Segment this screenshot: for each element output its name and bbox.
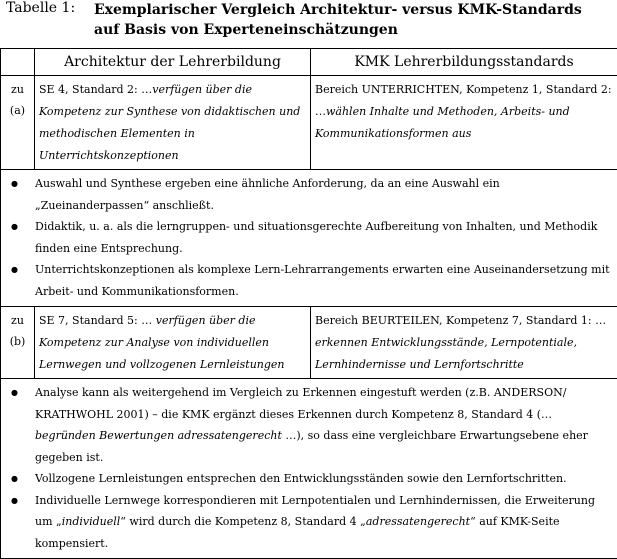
bullet-text: “ wird durch die Kompetenz 8, Standard 4 „ bbox=[120, 515, 366, 528]
architektur-text: verfügen über die Kompetenz zur Analyse von individuellen Lernwegen und vollzogenen Lernleistungen bbox=[39, 314, 285, 371]
expert-notes bbox=[1, 170, 617, 307]
comparison-table bbox=[0, 48, 617, 559]
header-empty bbox=[1, 49, 35, 76]
bullet-item bbox=[9, 490, 611, 555]
header-kmk: KMK Lehrerbildungsstandards bbox=[311, 49, 617, 76]
row-reference bbox=[1, 307, 35, 379]
bullet-italic: begründen Bewertungen adressatengerecht bbox=[35, 429, 282, 442]
header-architektur: Architektur der Lehrerbildung bbox=[35, 49, 311, 76]
bullet-italic: individuell bbox=[62, 515, 121, 528]
bullet-italic: adressatengerecht bbox=[366, 515, 470, 528]
bullet-text: Individuelle Lernwege korrespondieren mit Lernpotentialen und Lernhindernissen, die Erweiterung um „ bbox=[35, 494, 595, 529]
kmk-cell bbox=[311, 307, 617, 379]
architektur-standard: SE 7, Standard 5: … bbox=[39, 314, 156, 327]
bullet-item: ● Didaktik, u. a. als die lerngruppen- und situationsgerechte Aufbereitung von Inhalten, und Methodik finden eine Entsprechung. bbox=[9, 216, 611, 259]
expert-notes bbox=[1, 379, 617, 559]
bullet-item: ● Vollzogene Lernleistungen entsprechen den Entwicklungsständen sowie den Lernfortschritten. bbox=[9, 468, 611, 490]
bullet-text: Analyse kann als weitergehend im Vergleich zu Erkennen eingestuft werden (z.B. ANDERSON/ KRATHWOHL 2001) – die KMK ergänzt dieses Erkennen durch Kompetenz 8, Standard 4 (… bbox=[35, 386, 566, 421]
zu-text: zu bbox=[1, 79, 34, 100]
row-reference bbox=[1, 76, 35, 170]
kmk-standard: Bereich UNTERRICHTEN, Kompetenz 1, Standard 2: … bbox=[315, 83, 612, 118]
kmk-text: erkennen Entwicklungsstände, Lernpotentiale, Lernhindernisse und Lernfortschritte bbox=[315, 336, 577, 371]
caption-label: Tabelle 1: bbox=[6, 0, 75, 16]
table-header-row bbox=[1, 49, 617, 76]
architektur-standard: SE 4, Standard 2: … bbox=[39, 83, 152, 96]
kmk-standard: Bereich BEURTEILEN, Kompetenz 7, Standard 1: … bbox=[315, 314, 606, 327]
bullet-item: ● Unterrichtskonzeptionen als komplexe Lern-Lehrarrangements erwarten eine Auseinandersetzung mit Arbeit- und Kommunikationsformen. bbox=[9, 259, 611, 302]
architektur-text: verfügen über die Kompetenz zur Synthese von didaktischen und methodischen Elementen in Unterrichtskonzeptionen bbox=[39, 83, 300, 162]
caption-title: Exemplarischer Vergleich Architektur- versus KMK-Standards auf Basis von Experteneinschätzungen bbox=[94, 0, 609, 40]
ref-letter: (a) bbox=[1, 100, 34, 121]
table-row bbox=[1, 307, 617, 379]
architektur-cell bbox=[35, 307, 311, 379]
table-row bbox=[1, 76, 617, 170]
kmk-cell bbox=[311, 76, 617, 170]
table-row bbox=[1, 170, 617, 307]
architektur-cell bbox=[35, 76, 311, 170]
ref-letter: (b) bbox=[1, 331, 34, 352]
kmk-text: wählen Inhalte und Methoden, Arbeits- und Kommunikationsformen aus bbox=[315, 105, 570, 140]
bullet-item bbox=[9, 382, 611, 468]
bullet-item: ● Auswahl und Synthese ergeben eine ähnliche Anforderung, da an eine Auswahl ein „Zueinanderpassen“ anschließt. bbox=[9, 173, 611, 216]
bullet-text: “ auf KMK-Seite kompensiert. bbox=[35, 515, 560, 550]
bullet-text: …), so dass eine vergleichbare Erwartungsebene eher gegeben ist. bbox=[35, 429, 588, 464]
table-row bbox=[1, 379, 617, 559]
zu-text: zu bbox=[1, 310, 34, 331]
